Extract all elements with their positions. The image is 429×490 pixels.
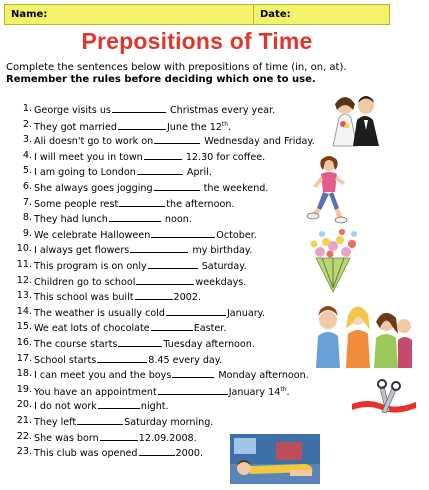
sentence-end: April. [183, 167, 212, 179]
sentence-end: January. [226, 307, 266, 319]
item-number: 8. [22, 212, 32, 224]
date-label: Date: [260, 9, 291, 20]
item-number: 2. [22, 118, 32, 130]
instructions-line-1: Complete the sentences below with prepositions of time (in, on, at). [6, 62, 347, 73]
answer-blank[interactable] [98, 399, 140, 409]
jogging-woman-image [305, 152, 353, 224]
sentence-start: Some people rest [34, 198, 119, 210]
item-sentence [34, 181, 268, 195]
birthday-flowers-image [302, 228, 364, 294]
sentence-end: January 14 [228, 386, 281, 398]
item-sentence [34, 228, 257, 242]
instructions-line-2: Remember the rules before deciding which one to use. [6, 74, 316, 85]
sentence-start: School starts [34, 354, 97, 366]
answer-blank[interactable] [130, 243, 188, 253]
friends-group-image [312, 300, 412, 368]
answer-blank[interactable] [112, 103, 166, 113]
sentence-end: October. [216, 229, 257, 241]
item-number: 15. [16, 321, 32, 333]
item-number: 5. [22, 165, 32, 177]
sentence-end: my birthday. [189, 245, 253, 257]
sentence-start: They left [34, 417, 77, 428]
sentence-end: Tuesday afternoon. [163, 339, 255, 350]
sentence-start: I do not work [34, 401, 97, 413]
sentence-end: Saturday morning. [124, 417, 214, 428]
sentence-start: George visits us [34, 105, 111, 116]
answer-blank[interactable] [151, 228, 215, 238]
item-sentence [34, 275, 246, 289]
answer-blank[interactable] [136, 275, 194, 285]
item-sentence [34, 103, 275, 117]
sentence-tail: . [228, 121, 232, 133]
item-number: 16. [16, 337, 32, 348]
answer-blank[interactable] [77, 415, 123, 425]
answer-blank[interactable] [97, 353, 147, 363]
item-sentence [34, 368, 309, 382]
sentence-start: This club was opened [34, 448, 138, 460]
item-sentence [34, 259, 247, 273]
sentence-start: The course starts [34, 339, 118, 350]
sentence-start: I always get flowers [34, 245, 130, 257]
item-sentence [34, 384, 290, 399]
item-number: 23. [16, 446, 32, 458]
item-sentence [34, 399, 169, 413]
item-number: 6. [22, 181, 32, 192]
item-number: 11. [16, 259, 32, 270]
sentence-start: I am going to London [34, 167, 136, 179]
answer-blank[interactable] [172, 368, 214, 378]
answer-blank[interactable] [135, 290, 173, 300]
item-sentence [34, 446, 203, 460]
item-number: 19. [16, 383, 32, 395]
item-sentence [34, 197, 235, 211]
item-sentence [34, 212, 192, 226]
sentence-start: The weather is usually cold [34, 307, 165, 319]
name-label: Name: [11, 9, 48, 20]
item-number: 9. [22, 227, 32, 239]
sentence-end: 12.30 for coffee. [182, 151, 266, 163]
item-sentence [34, 431, 197, 445]
answer-blank[interactable] [139, 446, 175, 456]
answer-blank[interactable] [154, 181, 200, 191]
sentence-end: the afternoon. [166, 198, 235, 210]
item-sentence [34, 353, 222, 367]
sentence-start: You have an appointment [34, 386, 157, 398]
answer-blank[interactable] [100, 431, 138, 441]
answer-blank[interactable] [109, 212, 161, 222]
item-number: 22. [16, 430, 32, 442]
ordinal-suffix: th [221, 120, 229, 128]
item-sentence [34, 243, 252, 257]
item-sentence [34, 290, 201, 304]
answer-blank[interactable] [151, 321, 193, 331]
item-sentence [34, 119, 231, 134]
answer-blank[interactable] [166, 306, 226, 316]
item-sentence [34, 165, 212, 179]
date-field[interactable] [254, 5, 389, 24]
sentence-start: We eat lots of chocolate [34, 323, 150, 335]
answer-blank[interactable] [118, 120, 166, 130]
worksheet-title: Prepositions of Time [81, 28, 313, 54]
item-number: 3. [22, 134, 32, 146]
sleeping-person-image [230, 434, 320, 484]
sentence-start: This program is on only [34, 261, 147, 272]
sentence-tail: . [286, 386, 290, 398]
ordinal-suffix: th [280, 385, 287, 393]
sentence-start: They had lunch [34, 214, 108, 226]
name-date-header [4, 4, 390, 25]
item-number: 13. [16, 290, 32, 302]
item-number: 10. [16, 243, 32, 255]
sentence-end: Wednesday and Friday. [201, 136, 315, 148]
sentence-start: This school was built [34, 292, 134, 304]
item-number: 12. [16, 274, 32, 286]
sentence-start: They got married [34, 121, 117, 133]
item-sentence [34, 321, 226, 335]
ribbon-cutting-image [352, 378, 416, 430]
item-number: 7. [22, 196, 32, 208]
item-sentence [34, 337, 255, 351]
answer-blank[interactable] [158, 385, 228, 395]
sentence-start: Ali doesn't go to work on [34, 136, 154, 148]
sentence-end: night. [140, 401, 169, 413]
sentence-end: 12.09.2008. [138, 432, 197, 444]
sentence-end: 8.45 every day. [148, 354, 223, 366]
item-sentence [34, 306, 265, 320]
answer-blank[interactable] [118, 337, 162, 347]
answer-blank[interactable] [148, 259, 198, 269]
sentence-start: I will meet you in town [34, 151, 143, 163]
sentence-start: She always goes jogging [34, 183, 153, 194]
item-number: 20. [16, 399, 32, 411]
item-number: 21. [16, 415, 32, 426]
sentence-end: Saturday. [198, 261, 247, 272]
answer-blank[interactable] [137, 165, 183, 175]
sentence-start: I can meet you and the boys [34, 370, 172, 382]
item-sentence [34, 415, 213, 429]
item-number: 17. [16, 352, 32, 364]
item-sentence [34, 134, 315, 148]
sentence-end: 2000. [175, 448, 203, 460]
sentence-end: noon. [161, 214, 192, 226]
answer-blank[interactable] [154, 134, 200, 144]
sentence-end: Christmas every year. [166, 105, 276, 116]
sentence-end: 2002. [173, 292, 201, 304]
sentence-end: Easter. [193, 323, 227, 335]
wedding-couple-image [323, 84, 387, 148]
item-number: 1. [22, 103, 32, 114]
answer-blank[interactable] [144, 150, 182, 160]
sentence-start: She was born [34, 432, 99, 444]
sentence-start: We celebrate Halloween [34, 229, 151, 241]
sentence-end: weekdays. [195, 276, 247, 288]
answer-blank[interactable] [119, 197, 165, 207]
instructions [6, 62, 406, 86]
sentence-end: June the 12 [166, 121, 222, 133]
name-field[interactable] [5, 5, 254, 24]
sentence-end: Monday afternoon. [215, 370, 309, 382]
item-number: 4. [22, 149, 32, 161]
item-sentence [34, 150, 265, 164]
sentence-start: Children go to school [34, 276, 136, 288]
sentence-end: the weekend. [200, 183, 269, 194]
item-number: 18. [16, 368, 32, 380]
item-number: 14. [16, 305, 32, 317]
